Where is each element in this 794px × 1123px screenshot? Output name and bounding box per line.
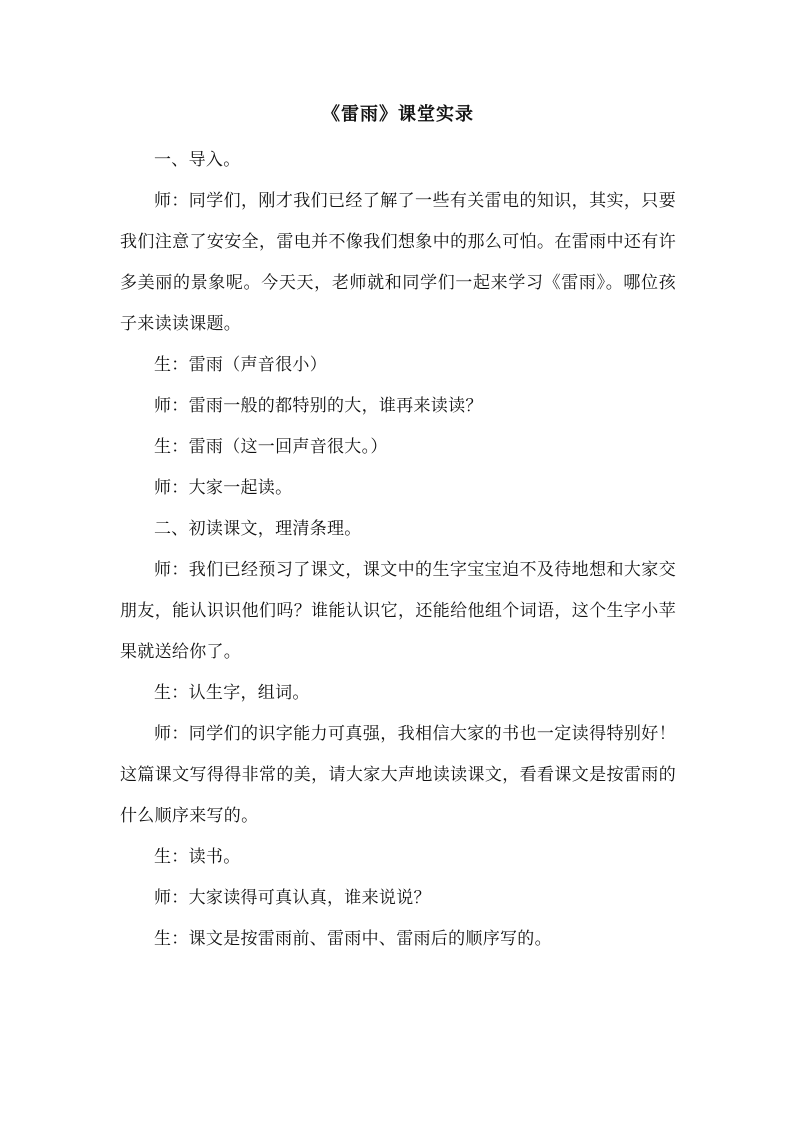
teacher-line: 师：大家读得可真认真，谁来说说？ xyxy=(154,888,431,908)
student-line: 生：读书。 xyxy=(154,847,241,867)
section-heading-first-reading: 二、初读课文，理清条理。 xyxy=(154,519,362,539)
teacher-line: 师：雷雨一般的都特别的大，谁再来读读？ xyxy=(154,396,483,416)
teacher-line: 师：同学们，刚才我们已经了解了一些有关雷电的知识，其实，只要我们注意了安安全，雷电并不像我们想象中的那么可怕。在雷雨中还有许多美丽的景象呢。今天天，老师就和同学们一起来学习《雷雨》。哪位孩子来读读课题。 xyxy=(120,191,676,334)
teacher-line: 师：我们已经预习了课文，课文中的生字宝宝迫不及待地想和大家交朋友，能认识识他们吗？谁能认识它，还能给他组个词语，这个生字小苹果就送给你了。 xyxy=(120,560,676,662)
student-line: 生：认生字，组词。 xyxy=(154,683,310,703)
section-heading-intro: 一、导入。 xyxy=(154,150,241,170)
document-page xyxy=(120,100,676,960)
teacher-line: 师：同学们的识字能力可真强，我相信大家的书也一定读得特别好！这篇课文写得得非常的美，请大家大声地读读课文，看看课文是按雷雨的什么顺序来写的。 xyxy=(120,724,676,826)
student-line: 生：雷雨（声音很小） xyxy=(154,355,327,375)
student-line: 生：课文是按雷雨前、雷雨中、雷雨后的顺序写的。 xyxy=(154,929,552,949)
student-line: 生：雷雨（这一回声音很大。） xyxy=(154,437,388,457)
document-title: 《雷雨》课堂实录 xyxy=(322,104,474,125)
teacher-line: 师：大家一起读。 xyxy=(154,478,293,498)
